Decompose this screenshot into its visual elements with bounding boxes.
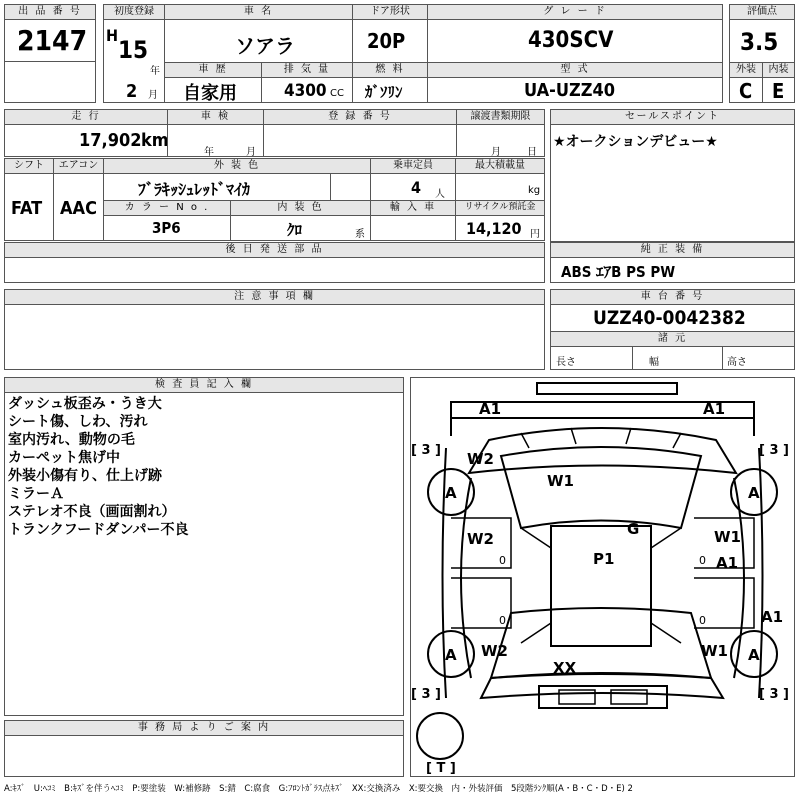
car-diagram-svg	[411, 378, 794, 776]
shift: FAT	[11, 198, 43, 219]
name-cell	[164, 19, 353, 63]
load-label: 最大積載量	[455, 158, 545, 174]
damage-mark: W1	[714, 528, 741, 546]
note-line: 外装小傷有り、仕上げ跡	[8, 468, 162, 484]
rear-window-shape	[491, 608, 711, 678]
note-line: ステレオ不良（画面割れ）	[8, 504, 176, 520]
recycle-unit: 円	[530, 229, 540, 240]
transfer-label: 譲渡書類期限	[456, 109, 545, 125]
capacity-label: 乗車定員	[370, 158, 456, 174]
damage-diagram	[410, 377, 795, 777]
transfer-day: 日	[527, 147, 537, 158]
int-grade: E	[772, 79, 785, 103]
transfer-month: 月	[491, 147, 501, 158]
import-cell	[370, 215, 456, 241]
reg-number-cell	[263, 124, 457, 157]
height-cell	[722, 346, 795, 370]
grade-label: グ レ ー ド	[427, 4, 723, 20]
lot-cell	[4, 19, 96, 62]
fuel-cell	[352, 77, 428, 103]
caution-cell	[4, 304, 545, 370]
reg-year: 15	[118, 36, 149, 64]
spare-tire-mark: [ T ]	[426, 761, 456, 776]
chassis-label: 車 台 番 号	[550, 289, 795, 305]
color-no-cell	[103, 215, 231, 241]
length-cell	[550, 346, 633, 370]
door-cell	[352, 19, 428, 63]
tire-tread: [ 3 ]	[759, 687, 789, 702]
color-extra-cell	[330, 173, 371, 201]
transfer-cell	[456, 124, 545, 157]
damage-mark: P1	[593, 550, 615, 568]
equipment-cell	[550, 257, 795, 283]
exterior-color: ﾌﾞﾗｷｯｼｭﾚｯﾄﾞﾏｲｶ	[138, 180, 251, 199]
office-label: 事 務 局 よ り ご 案 内	[4, 720, 404, 736]
note-line: 室内汚れ、動物の毛	[8, 432, 135, 448]
reg-number-label: 登 録 番 号	[263, 109, 457, 125]
inspection-month: 月	[246, 147, 256, 158]
load-cell	[455, 173, 545, 201]
spec-label: 諸 元	[550, 331, 795, 347]
era: H	[106, 26, 119, 45]
inspector-notes	[4, 392, 404, 716]
displacement-label: 排 気 量	[261, 62, 353, 78]
reg-month: 2	[126, 81, 138, 102]
model-label: 型 式	[427, 62, 723, 78]
chassis-number: UZZ40-0042382	[593, 307, 746, 329]
note-line: トランクフードダンパー不良	[8, 522, 189, 538]
note-line: シート傷、しわ、汚れ	[8, 414, 148, 430]
shift-cell	[4, 173, 54, 241]
inspector-label: 検 査 員 記 入 欄	[4, 377, 404, 393]
rear-bumper-shape	[539, 686, 667, 708]
ac: AAC	[60, 198, 97, 219]
damage-mark: W2	[481, 642, 508, 660]
sales-point-cell	[550, 124, 795, 242]
displacement-unit: CC	[330, 88, 344, 99]
score-label: 評価点	[729, 4, 795, 20]
hood-shape	[469, 428, 736, 473]
length-label: 長さ	[556, 357, 576, 368]
roof-shape	[551, 526, 651, 646]
spare-tire	[417, 713, 463, 759]
note-line: ミラーＡ	[8, 486, 64, 502]
office-cell	[4, 735, 404, 777]
width-label: 幅	[649, 357, 659, 368]
door-label: ドア形状	[352, 4, 428, 20]
displacement-cell	[261, 77, 353, 103]
inspection-cell	[167, 124, 264, 157]
damage-mark: XX	[553, 659, 577, 677]
ac-label: エアコン	[53, 158, 104, 174]
shift-label: シフト	[4, 158, 54, 174]
displacement: 4300	[284, 81, 327, 101]
mileage-cell	[4, 124, 168, 157]
damage-mark: G	[627, 520, 640, 538]
grade-cell	[427, 19, 723, 63]
damage-mark: A	[445, 646, 457, 664]
interior-color: ｸﾛ	[287, 221, 303, 239]
caution-label: 注 意 事 項 欄	[4, 289, 545, 305]
inspection-year: 年	[204, 147, 214, 158]
windshield-shape	[501, 447, 701, 528]
damage-mark: A	[748, 484, 760, 502]
car-name: ソアラ	[235, 34, 295, 58]
damage-mark: A1	[479, 400, 502, 418]
month-unit: 月	[148, 90, 158, 101]
front-bumper-shape	[537, 383, 677, 394]
equipment-label: 純 正 装 備	[550, 242, 795, 258]
door-type: 20P	[367, 29, 406, 53]
later-parts-cell	[4, 257, 545, 283]
name-label: 車 名	[164, 4, 353, 20]
tire-tread: [ 3 ]	[411, 443, 441, 458]
score-cell	[729, 19, 795, 63]
mileage: 17,902	[79, 130, 142, 151]
ac-cell	[53, 173, 104, 241]
import-label: 輸 入 車	[370, 200, 456, 216]
door-zero: 0	[499, 554, 506, 567]
score: 3.5	[740, 28, 779, 56]
damage-mark: A	[748, 646, 760, 664]
history: 自家用	[183, 83, 237, 104]
mileage-label: 走 行	[4, 109, 168, 125]
fuel: ｶﾞｿﾘﾝ	[365, 83, 403, 101]
body-side-shape	[443, 448, 763, 698]
int-cell	[762, 77, 795, 103]
lot-label: 出 品 番 号	[4, 4, 96, 20]
lot-number: 2147	[17, 24, 88, 57]
model: UA-UZZ40	[524, 80, 616, 101]
interior-color-unit: 系	[355, 229, 365, 240]
model-cell	[427, 77, 723, 103]
interior-color-cell	[230, 215, 371, 241]
door-zero: 0	[699, 614, 706, 627]
color-no-label: カ ラ ー N o .	[103, 200, 231, 216]
sales-point: ★オークションデビュー★	[553, 134, 718, 150]
color-label: 外 装 色	[103, 158, 371, 174]
int-label: 内装	[762, 62, 795, 78]
recycle-fee: 14,120	[466, 219, 522, 238]
color-cell	[103, 173, 331, 201]
sales-point-label: セールスポイント	[550, 109, 795, 125]
damage-mark: W1	[701, 642, 728, 660]
damage-mark: A1	[703, 400, 726, 418]
note-line: カーペット焦げ中	[8, 450, 120, 466]
legend: A:ｷｽﾞ U:ﾍｺﾐ B:ｷｽﾞを伴うﾍｺﾐ P:要塗装 W:補修跡 S:錆 C:腐食 G:ﾌﾛﾝﾄｶﾞﾗｽ点ｷｽﾞ XX:交換済み X:要交換 内・外装評価 5段階ﾗﾝｸ順(A・B・C・D・E) 2	[4, 784, 633, 794]
capacity: 4	[411, 178, 422, 197]
load-unit: kg	[528, 185, 541, 196]
inspection-label: 車 検	[167, 109, 264, 125]
capacity-unit: 人	[435, 189, 445, 200]
ext-grade: C	[739, 79, 753, 103]
history-label: 車 歴	[164, 62, 262, 78]
lot-blank	[4, 61, 96, 103]
year-unit: 年	[150, 66, 160, 77]
ext-label: 外装	[729, 62, 763, 78]
mileage-unit: km	[141, 130, 169, 151]
height-label: 高さ	[727, 357, 747, 368]
damage-mark: W1	[547, 472, 574, 490]
note-line: ダッシュ板歪み・うき大	[8, 396, 162, 412]
door-zero: 0	[499, 614, 506, 627]
damage-mark: A	[445, 484, 457, 502]
equipment: ABS ｴｱB PS PW	[561, 263, 676, 281]
damage-mark: W2	[467, 450, 494, 468]
width-cell	[632, 346, 723, 370]
later-parts-label: 後 日 発 送 部 品	[4, 242, 545, 258]
first-reg-cell	[103, 19, 165, 103]
tire-tread: [ 3 ]	[411, 687, 441, 702]
door-zero: 0	[699, 554, 706, 567]
fuel-label: 燃 料	[352, 62, 428, 78]
damage-mark: A1	[716, 554, 739, 572]
ext-cell	[729, 77, 763, 103]
history-cell	[164, 77, 262, 103]
recycle-label: リサイクル預託金	[455, 200, 545, 216]
capacity-cell	[370, 173, 456, 201]
interior-color-label: 内 装 色	[230, 200, 371, 216]
damage-mark: W2	[467, 530, 494, 548]
damage-mark: A1	[761, 608, 784, 626]
first-reg-label: 初度登録	[103, 4, 165, 20]
tire-tread: [ 3 ]	[759, 443, 789, 458]
grade: 430SCV	[528, 28, 614, 53]
chassis-cell	[550, 304, 795, 332]
recycle-cell	[455, 215, 545, 241]
color-number: 3P6	[152, 219, 181, 237]
